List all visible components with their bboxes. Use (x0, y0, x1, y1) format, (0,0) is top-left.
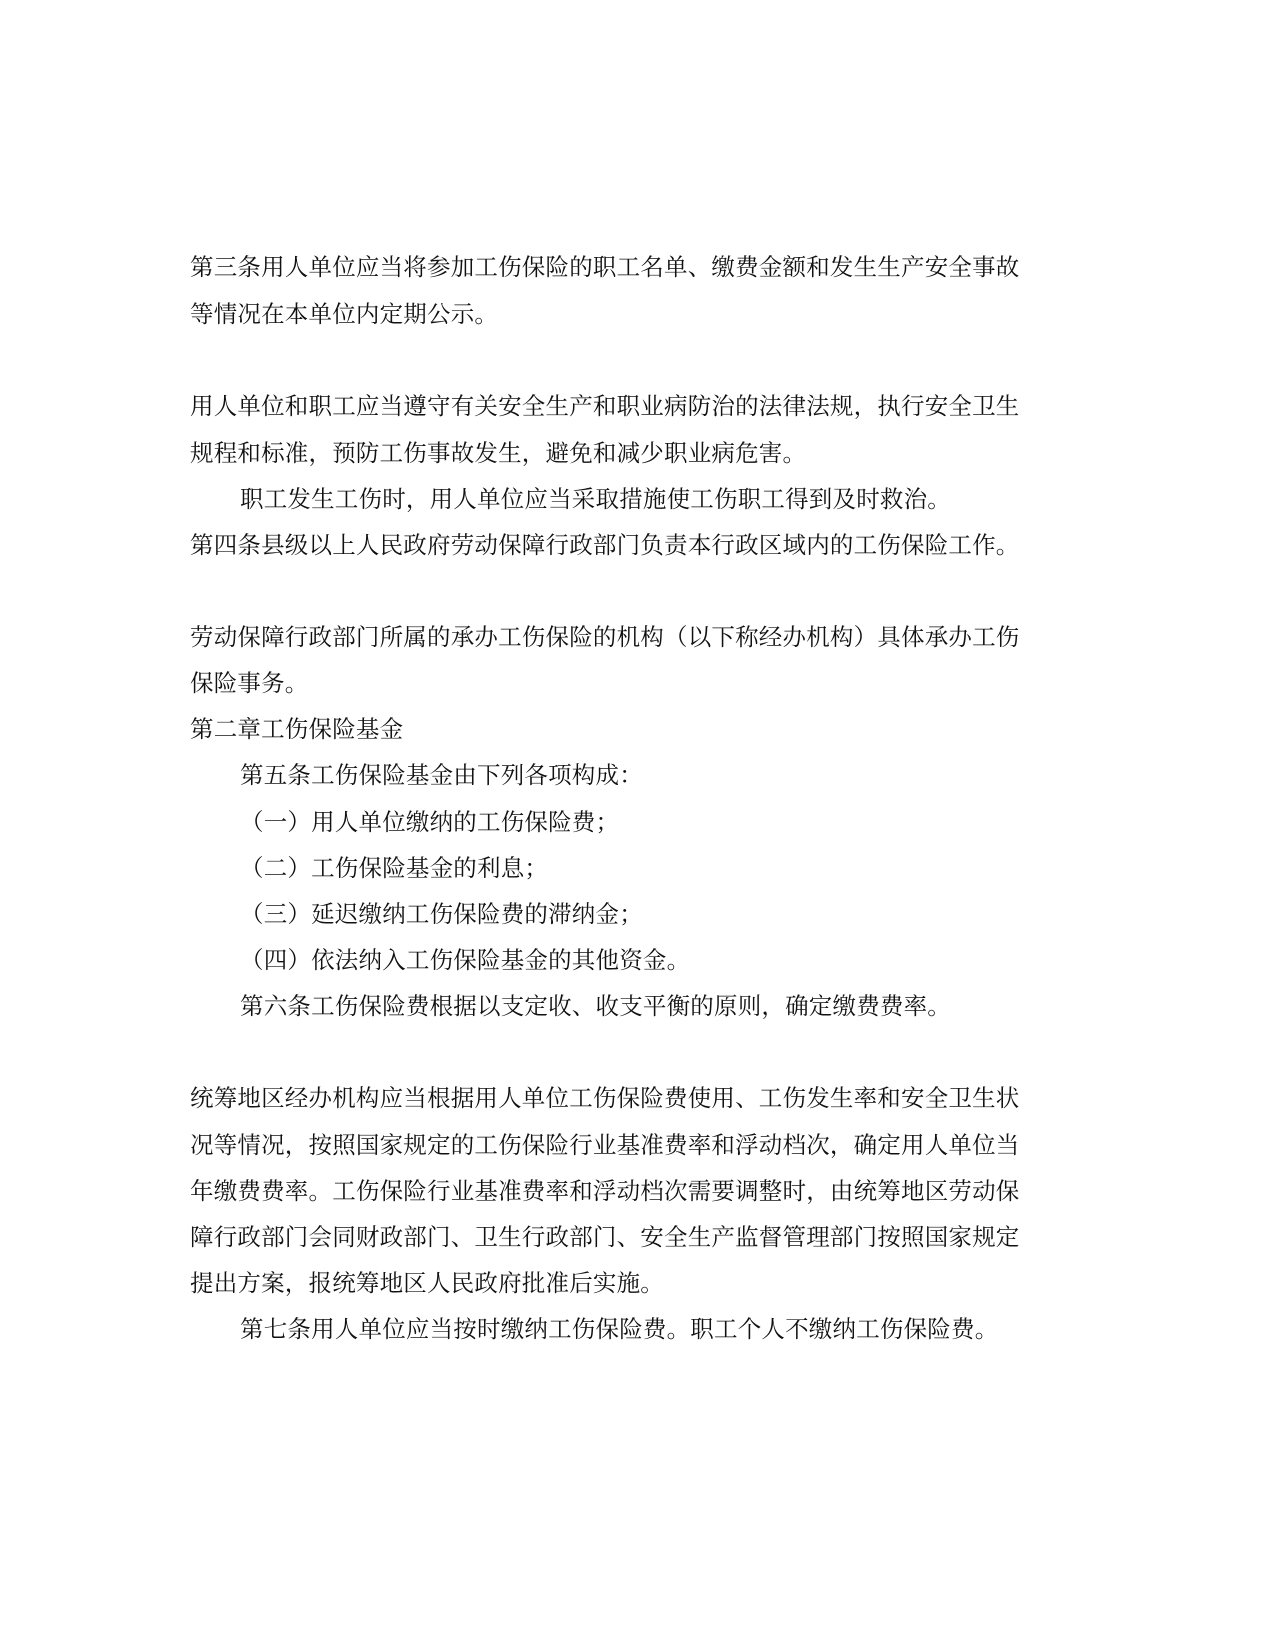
paragraph-rate-line-3: 年缴费费率。工伤保险行业基准费率和浮动档次需要调整时，由统筹地区劳动保 (190, 1177, 1020, 1205)
list-item-4: （四）依法纳入工伤保险基金的其他资金。 (240, 946, 691, 974)
list-item-2: （二）工伤保险基金的利息； (240, 854, 549, 882)
paragraph-agency-line-1: 劳动保障行政部门所属的承办工伤保险的机构（以下称经办机构）具体承办工伤 (190, 623, 1020, 651)
article-6-line: 第六条工伤保险费根据以支定收、收支平衡的原则，确定缴费费率。 (240, 992, 951, 1020)
paragraph-safety-line-2: 规程和标准，预防工伤事故发生，避免和减少职业病危害。 (190, 439, 807, 467)
article-7-line: 第七条用人单位应当按时缴纳工伤保险费。职工个人不缴纳工伤保险费。 (240, 1315, 999, 1343)
article-3-line-1: 第三条用人单位应当将参加工伤保险的职工名单、缴费金额和发生生产安全事故 (190, 253, 1020, 281)
list-item-1: （一）用人单位缴纳的工伤保险费； (240, 808, 620, 836)
paragraph-rate-line-5: 提出方案，报统筹地区人民政府批准后实施。 (190, 1269, 664, 1297)
chapter-2-heading: 第二章工伤保险基金 (190, 715, 404, 743)
article-5-line: 第五条工伤保险基金由下列各项构成： (240, 761, 643, 789)
article-3-line-2: 等情况在本单位内定期公示。 (190, 300, 499, 328)
paragraph-safety-line-1: 用人单位和职工应当遵守有关安全生产和职业病防治的法律法规，执行安全卫生 (190, 392, 1020, 420)
paragraph-rate-line-4: 障行政部门会同财政部门、卫生行政部门、安全生产监督管理部门按照国家规定 (190, 1223, 1020, 1251)
paragraph-agency-line-2: 保险事务。 (190, 669, 309, 697)
list-item-3: （三）延迟缴纳工伤保险费的滞纳金； (240, 900, 643, 928)
paragraph-rate-line-1: 统筹地区经办机构应当根据用人单位工伤保险费使用、工伤发生率和安全卫生状 (190, 1084, 1020, 1112)
article-4-line: 第四条县级以上人民政府劳动保障行政部门负责本行政区域内的工伤保险工作。 (190, 531, 1020, 559)
paragraph-rate-line-2: 况等情况，按照国家规定的工伤保险行业基准费率和浮动档次，确定用人单位当 (190, 1131, 1020, 1159)
paragraph-treatment: 职工发生工伤时，用人单位应当采取措施使工伤职工得到及时救治。 (240, 485, 951, 513)
